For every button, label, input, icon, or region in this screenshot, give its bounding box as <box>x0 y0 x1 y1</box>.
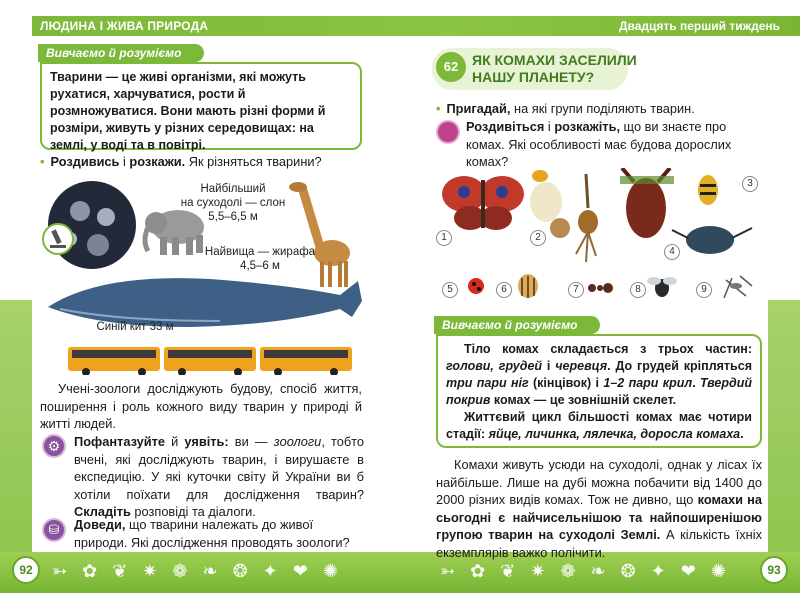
frog-icon: ✺ <box>710 561 726 581</box>
colorado-beetle-image <box>518 274 538 298</box>
insects-illustration <box>436 168 766 300</box>
recall-task: • Пригадай, на які групи поділяють тварин. <box>436 101 695 116</box>
imagine-task: Пофантазуйте й уявіть: ви — зоологи, тобто вчені, які досліджують тварин, і вирушаєте в експедицію. У які куточки світу й України ви б хотіли поїхати для дослідження тварин? Складіть розповіді та діалоги. <box>74 434 364 519</box>
insect-number-6: 6 <box>496 282 512 298</box>
footer-icons-left <box>52 561 338 581</box>
section-label-learn-right: Вивчаємо й розуміємо <box>434 316 600 334</box>
ladybug-icon: ✿ <box>82 561 98 581</box>
bird-icon: ❦ <box>500 561 516 581</box>
bird-icon: ❦ <box>112 561 128 581</box>
lesson-number: 62 <box>436 52 466 82</box>
section-label-learn-left: Вивчаємо й розуміємо <box>38 44 204 62</box>
buses-image <box>68 347 352 375</box>
butterfly-icon: ❂ <box>232 561 248 581</box>
chapter-title: ЛЮДИНА І ЖИВА ПРИРОДА <box>40 19 209 33</box>
butterfly-icon: ❂ <box>620 561 636 581</box>
task-look-animals: • Роздивись і розкажи. Як різняться тварини? <box>40 154 322 169</box>
spider-icon: ✷ <box>142 561 158 581</box>
insect-number-9: 9 <box>696 282 712 298</box>
zoologists-paragraph: Учені-зоологи досліджують будову, спосіб життя, поширення і роль кожного виду тварин у природі й житті людей. <box>40 381 362 431</box>
insect-number-7: 7 <box>568 282 584 298</box>
heart-icon: ❤ <box>292 561 308 581</box>
giraffe-caption: Найвища — жирафа 4,5–6 м <box>204 246 316 272</box>
snail-icon: ❁ <box>172 561 188 581</box>
insects-habitat-paragraph: Комахи живуть усюди на суходолі, однак у лісах їх найбільше. Лише на дубі можна побачити від 1400 до 2000 різних видів комах. Тож не дивно, що комахи на сьогодні є найчисельнішою та найпоширенішою групою тварин на суходолі Землі. А кількість їхніх екземплярів важко полічити. <box>436 457 763 560</box>
prove-basket-icon: ⛁ <box>42 518 66 542</box>
frog-icon: ✺ <box>322 561 338 581</box>
lesson-title: ЯК КОМАХИ ЗАСЕЛИЛИ НАШУ ПЛАНЕТУ? <box>472 52 637 85</box>
insect-number-4: 4 <box>664 244 680 260</box>
insects-svg <box>436 168 766 300</box>
beetle-larva-image <box>530 170 570 238</box>
rabbit-icon: ✦ <box>262 561 278 581</box>
mosquito-image <box>724 276 752 298</box>
imagine-gear-icon: ⚙ <box>42 434 66 458</box>
page-number-left: 92 <box>12 556 40 584</box>
footer-icons-right <box>440 561 726 581</box>
insect-number-3: 3 <box>742 176 758 192</box>
week-title: Двадцять перший тиждень <box>618 19 780 33</box>
ladybug-icon: ✿ <box>470 561 486 581</box>
wasp-image <box>698 175 718 205</box>
insect-body-paragraph: Тіло комах складається з трьох частин: голови, грудей і черевця. До грудей кріпляться три пари ніг (кінцівок) і 1–2 пари крил. Твердий покрив комах — це зовнішній скелет. <box>446 342 752 407</box>
rabbit-icon: ✦ <box>650 561 666 581</box>
top-header-bar <box>32 16 800 36</box>
snail-icon: ❁ <box>560 561 576 581</box>
ground-beetle-image <box>672 226 752 254</box>
heart-icon: ❤ <box>680 561 696 581</box>
insect-number-1: 1 <box>436 230 452 246</box>
acorn-sprout-image <box>576 174 598 262</box>
fish-icon: ➳ <box>440 561 456 581</box>
elephant-caption: Найбільший на суходолі — слон 5,5–6,5 м <box>180 183 286 223</box>
look-discuss-icon <box>436 120 460 144</box>
ant-image <box>588 283 613 293</box>
definition-box: Тварини — це живі організми, які можуть рухатися, харчуватися, рости й розмножуватися. Вони мають різні форми й розміри, живуть у різних середовищах: на землі, у воді та в повітрі. <box>40 62 362 150</box>
bullet-icon: • <box>436 101 441 116</box>
fish-icon: ➳ <box>52 561 68 581</box>
left-side-band <box>0 300 32 593</box>
insect-number-8: 8 <box>630 282 646 298</box>
right-side-band <box>768 300 800 593</box>
insect-number-2: 2 <box>530 230 546 246</box>
life-cycle-paragraph: Життєвий цикл більшості комах має чотири стадії: яйце, личинка, лялечка, доросла комаха. <box>446 410 752 441</box>
butterfly-image <box>442 176 524 230</box>
bullet-icon: • <box>40 154 45 169</box>
insect-body-box <box>436 334 762 448</box>
page-number-right: 93 <box>760 556 788 584</box>
ladybug-image <box>468 278 484 294</box>
fly-image <box>647 277 677 297</box>
leaf-icon: ❧ <box>202 561 218 581</box>
spider-icon: ✷ <box>530 561 546 581</box>
stag-beetle-image <box>620 168 674 238</box>
prove-task: Доведи, що тварини належать до живої природи. Які дослідження проводять зоологи? <box>74 517 350 550</box>
whale-caption: Синій кит 33 м <box>96 321 174 333</box>
leaf-icon: ❧ <box>590 561 606 581</box>
insect-number-5: 5 <box>442 282 458 298</box>
look-discuss-task: Роздивіться і розкажіть, що ви знаєте про комах. Які особливості має будова дорослих комах? <box>466 119 732 169</box>
